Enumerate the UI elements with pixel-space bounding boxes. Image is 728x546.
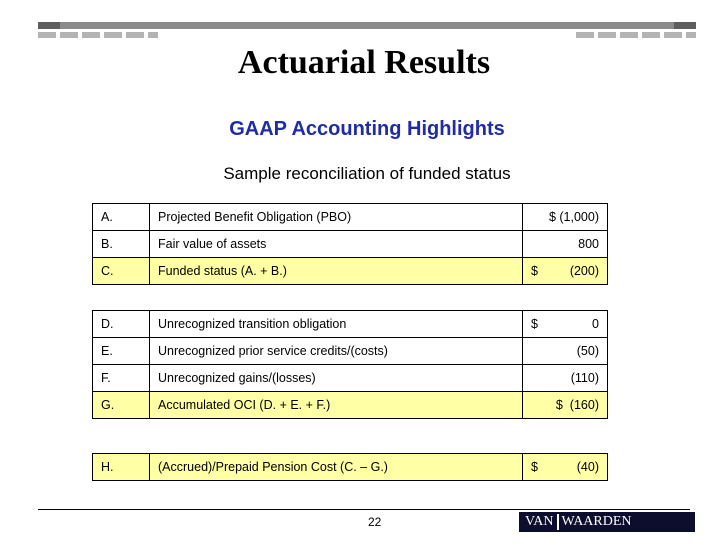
footer-divider <box>38 509 690 510</box>
pension-cost-table <box>92 453 608 481</box>
row-description: Unrecognized gains/(losses) <box>150 365 523 392</box>
row-description: Funded status (A. + B.) <box>150 258 523 285</box>
row-letter: C. <box>93 258 150 285</box>
row-amount: $ (1,000) <box>523 204 608 231</box>
table-row-highlight <box>93 392 608 419</box>
row-description: (Accrued)/Prepaid Pension Cost (C. – G.) <box>150 454 523 481</box>
row-letter: G. <box>93 392 150 419</box>
row-letter: B. <box>93 231 150 258</box>
row-letter: D. <box>93 311 150 338</box>
row-letter: E. <box>93 338 150 365</box>
row-letter: H. <box>93 454 150 481</box>
row-description: Fair value of assets <box>150 231 523 258</box>
row-description: Projected Benefit Obligation (PBO) <box>150 204 523 231</box>
slide-subtitle <box>0 118 728 141</box>
row-description: Unrecognized prior service credits/(costs) <box>150 338 523 365</box>
logo-text-left: VAN <box>525 514 554 529</box>
row-amount-cell <box>523 258 608 285</box>
header-decoration-right <box>576 32 696 38</box>
currency-symbol: $ <box>531 264 538 278</box>
row-letter: F. <box>93 365 150 392</box>
table-row <box>93 231 608 258</box>
row-letter: A. <box>93 204 150 231</box>
oci-table <box>92 310 608 419</box>
row-amount: 800 <box>523 231 608 258</box>
row-amount-cell <box>523 454 608 481</box>
header-decoration-left <box>38 32 158 38</box>
currency-symbol: $ <box>531 460 538 474</box>
table-row <box>93 338 608 365</box>
table-row-highlight <box>93 258 608 285</box>
row-amount: (40) <box>576 460 599 474</box>
row-amount-cell <box>523 311 608 338</box>
table-row <box>93 204 608 231</box>
slide-title: Actuarial Results <box>237 44 491 81</box>
row-amount: $ (160) <box>523 392 608 419</box>
row-amount: (50) <box>523 338 608 365</box>
row-amount: (200) <box>569 264 599 278</box>
table-row <box>93 365 608 392</box>
table-row-highlight <box>93 454 608 481</box>
page-number: 22 <box>368 515 382 529</box>
funded-status-table <box>92 203 608 285</box>
row-description: Unrecognized transition obligation <box>150 311 523 338</box>
row-amount: (110) <box>523 365 608 392</box>
company-logo <box>519 512 695 532</box>
table-caption <box>0 164 728 184</box>
header-band <box>38 22 696 29</box>
row-amount: 0 <box>592 317 599 331</box>
logo-text-right: WAARDEN <box>561 514 632 529</box>
logo-separator <box>557 514 559 530</box>
currency-symbol: $ <box>531 317 538 331</box>
row-description: Accumulated OCI (D. + E. + F.) <box>150 392 523 419</box>
subtitle-text: GAAP Accounting Highlights <box>229 118 505 140</box>
table-row <box>93 311 608 338</box>
caption-text: Sample reconciliation of funded status <box>223 164 511 183</box>
